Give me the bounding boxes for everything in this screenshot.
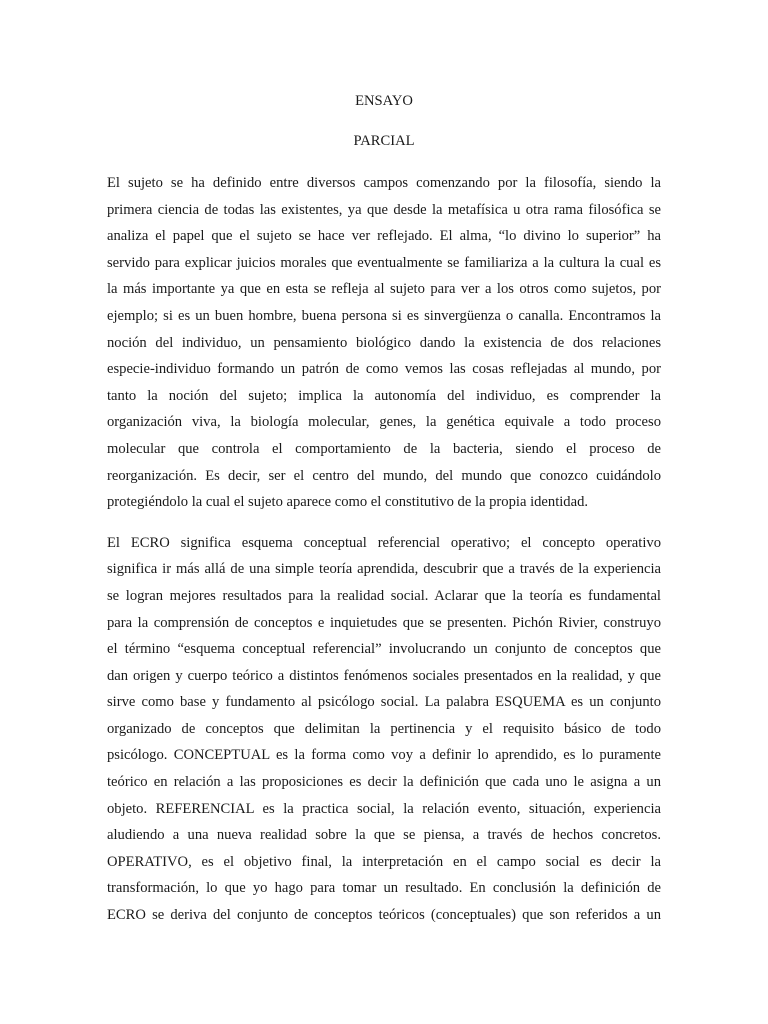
paragraph-line: dan origen y cuerpo teórico a distintos fenómenos sociales presentados en la realidad, y que: [107, 667, 661, 684]
paragraph-line: el término “esquema conceptual referencial” involucrando un conjunto de conceptos que: [107, 641, 661, 658]
paragraph-line: especie-individuo formando un patrón de como vemos las cosas reflejadas al mundo, por: [107, 361, 661, 378]
paragraph-line: protegiéndolo la cual el sujeto aparece como el constitutivo de la propia identidad.: [107, 494, 589, 511]
paragraph-line: aludiendo a una nueva realidad sobre la que se piensa, a través de hechos concretos.: [107, 827, 661, 844]
paragraph-line: OPERATIVO, es el objetivo final, la interpretación en el campo social es decir la: [107, 853, 661, 870]
paragraph-line: teórico en relación a las proposiciones es decir la definición que cada uno le asigna a un: [107, 774, 661, 791]
paragraph-line: tanto la noción del sujeto; implica la autonomía del individuo, es comprender la: [107, 387, 661, 404]
paragraph-line: primera ciencia de todas las existentes, ya que desde la metafísica u otra rama filosófica se: [107, 201, 661, 218]
paragraph-line: significa ir más allá de una simple teoría aprendida, descubrir que a través de la experiencia: [107, 561, 661, 578]
paragraph-line: la más importante ya que en esta se refleja al sujeto para ver a los otros como sujetos, por: [107, 281, 661, 298]
paragraph-line: servido para explicar juicios morales que eventualmente se familiariza a la cultura la cual es: [107, 254, 661, 271]
paragraph-line: reorganización. Es decir, ser el centro del mundo, del mundo que conozco cuidándolo: [107, 467, 661, 484]
paragraph-line: El ECRO significa esquema conceptual referencial operativo; el concepto operativo: [107, 534, 661, 551]
paragraph-line: transformación, lo que yo hago para tomar un resultado. En conclusión la definición de: [107, 880, 661, 897]
paragraph-line: ejemplo; si es un buen hombre, buena persona si es sinvergüenza o canalla. Encontramos la: [107, 307, 661, 324]
paragraph-line: psicólogo. CONCEPTUAL es la forma como voy a definir lo aprendido, es lo puramente: [107, 747, 661, 764]
paragraph-line: para la comprensión de conceptos e inquietudes que se presenten. Pichón Rivier, construyo: [107, 614, 661, 631]
paragraph-line: se logran mejores resultados para la realidad social. Aclarar que la teoría es fundamental: [107, 587, 661, 604]
paragraph-line: organización viva, la biología molecular, genes, la genética equivale a todo proceso: [107, 414, 661, 431]
paragraph-ecro: [107, 530, 661, 929]
paragraph-line: molecular que controla el comportamiento de la bacteria, siendo el proceso de: [107, 440, 661, 457]
paragraph-line: El sujeto se ha definido entre diversos campos comenzando por la filosofía, siendo la: [107, 175, 661, 191]
paragraph-line: noción del individuo, un pensamiento biológico dando la existencia de dos relaciones: [107, 334, 661, 351]
document-title: ENSAYO: [355, 93, 413, 109]
paragraph-line: sirve como base y fundamento al psicólogo social. La palabra ESQUEMA es un conjunto: [107, 694, 661, 711]
paragraph-line: analiza el papel que el sujeto se hace ver reflejado. El alma, “lo divino lo superior” ha: [107, 228, 661, 245]
paragraph-line: objeto. REFERENCIAL es la practica social, la relación evento, situación, experiencia: [107, 800, 661, 817]
paragraph-line: ECRO se deriva del conjunto de conceptos teóricos (conceptuales) que son referidos a un: [107, 907, 661, 924]
paragraph-line: organizado de conceptos que delimitan la pertinencia y el requisito básico de todo: [107, 720, 661, 737]
document-subtitle: PARCIAL: [353, 133, 415, 149]
essay-body: [107, 88, 661, 929]
paragraph-subject: [107, 170, 661, 516]
